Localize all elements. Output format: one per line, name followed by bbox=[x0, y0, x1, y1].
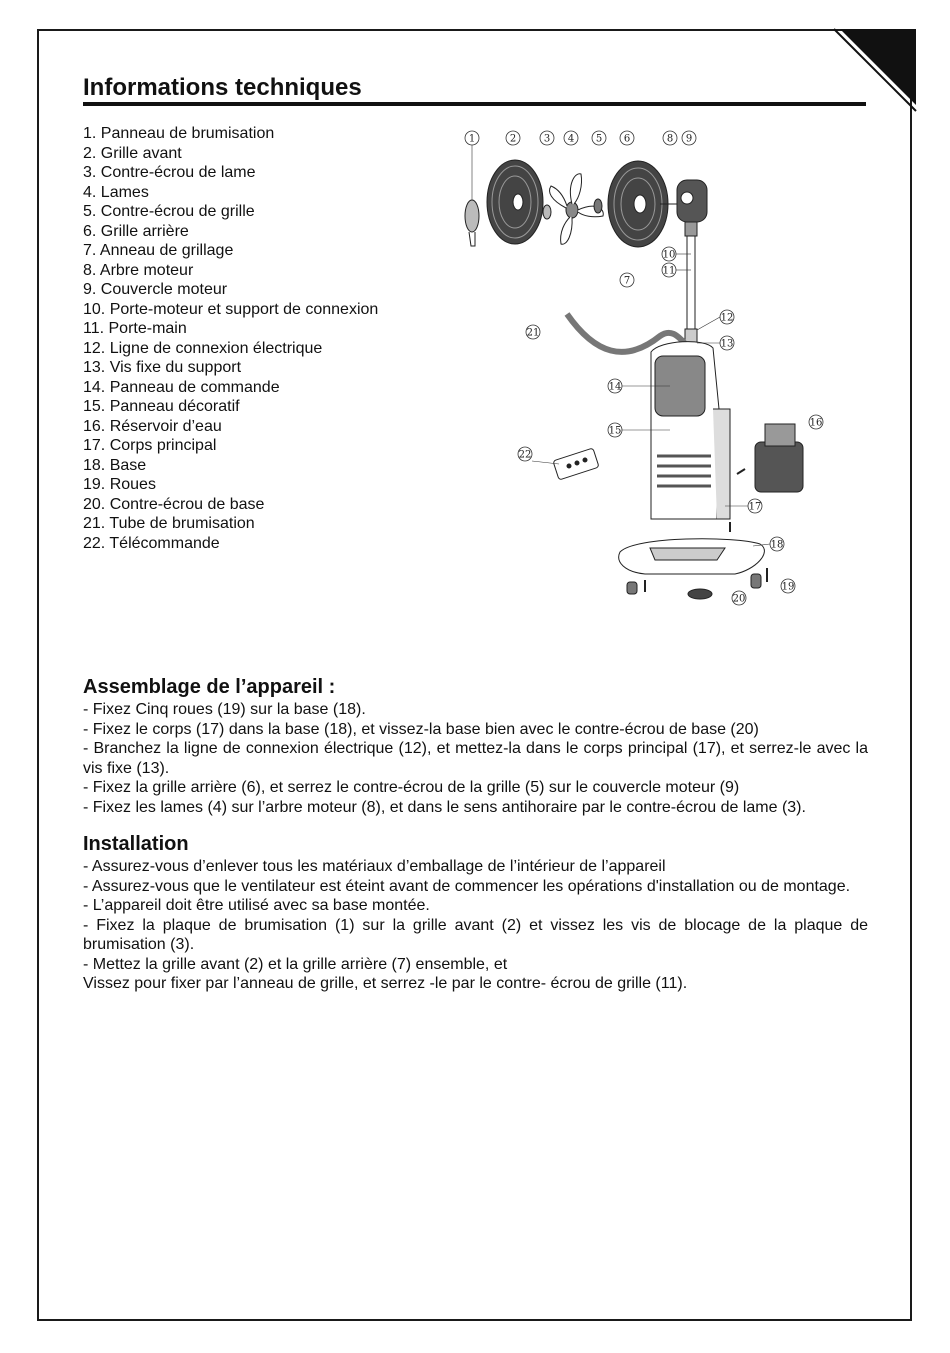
callout-label: 21 bbox=[526, 327, 540, 339]
part-item: 8. Arbre moteur bbox=[83, 261, 194, 279]
pole-drawing bbox=[685, 236, 697, 344]
assembly-heading: Assemblage de l’appareil : bbox=[83, 676, 336, 698]
callout-label: 1 bbox=[468, 133, 476, 145]
assembly-step: - Fixez le corps (17) dans la base (18), et vissez-la base bien avec le contre-écrou de base (20) bbox=[83, 720, 759, 738]
parts-list bbox=[83, 124, 378, 553]
callout-label: 12 bbox=[720, 312, 734, 324]
part-item: 18. Base bbox=[83, 456, 147, 474]
blade-nut-drawing bbox=[543, 205, 551, 219]
installation-step: - Assurez-vous d’enlever tous les matériaux d’emballage de l’intérieur de l’appareil bbox=[83, 858, 666, 875]
part-item: 14. Panneau de commande bbox=[83, 378, 280, 396]
installation-step: - L’appareil doit être utilisé avec sa base montée. bbox=[83, 897, 430, 914]
callout-label: 10 bbox=[662, 249, 676, 261]
part-item: 19. Roues bbox=[83, 476, 156, 493]
callout-label: 6 bbox=[623, 133, 631, 145]
callout-label: 5 bbox=[595, 133, 603, 145]
installation-section bbox=[83, 832, 868, 994]
assembly-step: - Fixez Cinq roues (19) sur la base (18). bbox=[83, 701, 366, 718]
part-item: 22. Télécommande bbox=[83, 534, 220, 552]
part-item: 2. Grille avant bbox=[83, 144, 182, 162]
callout-label: 14 bbox=[608, 381, 622, 393]
part-item: 15. Panneau décoratif bbox=[83, 398, 240, 415]
callout-label: 15 bbox=[608, 425, 622, 437]
mist-plate-drawing bbox=[465, 200, 479, 246]
callout-label: 3 bbox=[543, 133, 551, 145]
assembly-section bbox=[83, 675, 868, 817]
callout-label: 19 bbox=[781, 581, 795, 593]
callout-label: 2 bbox=[509, 133, 517, 145]
part-item: 7. Anneau de grillage bbox=[83, 242, 234, 259]
installation-step: Vissez pour fixer par l’anneau de grille, et serrez -le par le contre- écrou de grille (11). bbox=[83, 975, 688, 992]
installation-step: - Fixez la plaque de brumisation (1) sur la grille avant (2) et vissez les vis de blocage de la plaque de brumisation (3). bbox=[83, 916, 868, 953]
part-item: 21. Tube de brumisation bbox=[83, 515, 255, 532]
part-item: 13. Vis fixe du support bbox=[83, 359, 242, 376]
title-underline bbox=[83, 102, 866, 106]
callout-label: 13 bbox=[720, 338, 734, 350]
part-item: 6. Grille arrière bbox=[83, 222, 189, 240]
part-item: 11. Porte-main bbox=[83, 320, 187, 337]
callout-label: 16 bbox=[809, 417, 823, 429]
part-item: 20. Contre-écrou de base bbox=[83, 495, 265, 513]
part-item: 5. Contre-écrou de grille bbox=[83, 203, 255, 220]
callout-label: 20 bbox=[732, 593, 746, 605]
installation-heading: Installation bbox=[83, 833, 189, 855]
callout-label: 9 bbox=[685, 133, 693, 145]
installation-step: - Mettez la grille avant (2) et la grille arrière (7) ensemble, et bbox=[83, 955, 508, 973]
part-item: 3. Contre-écrou de lame bbox=[83, 164, 256, 181]
part-item: 4. Lames bbox=[83, 183, 149, 201]
assembly-step: - Branchez la ligne de connexion électrique (12), et mettez-la dans le corps principal (17), et serrez-le avec la vis fixe (13). bbox=[83, 740, 868, 777]
callout-label: 11 bbox=[662, 265, 676, 277]
part-item: 10. Porte-moteur et support de connexion bbox=[83, 300, 379, 318]
water-tank-drawing bbox=[737, 424, 803, 492]
part-item: 1. Panneau de brumisation bbox=[83, 125, 275, 142]
installation-step: - Assurez-vous que le ventilateur est éteint avant de commencer les opérations d'installation ou de montage. bbox=[83, 877, 851, 895]
base-drawing bbox=[619, 522, 765, 574]
part-item: 12. Ligne de connexion électrique bbox=[83, 339, 323, 357]
part-item: 16. Réservoir d’eau bbox=[83, 417, 222, 435]
part-item: 17. Corps principal bbox=[83, 437, 217, 454]
front-grille-drawing bbox=[487, 160, 543, 244]
rear-grille-drawing bbox=[608, 161, 668, 247]
callout-label: 22 bbox=[518, 449, 532, 461]
exploded-view-diagram bbox=[455, 124, 830, 609]
callout-label: 8 bbox=[666, 133, 674, 145]
assembly-step: - Fixez la grille arrière (6), et serrez le contre-écrou de la grille (5) sur le couvercle moteur (9) bbox=[83, 779, 740, 796]
assembly-step: - Fixez les lames (4) sur l’arbre moteur (8), et dans le sens antihoraire par le contre-écrou de lame (3). bbox=[83, 798, 806, 816]
remote-control-drawing bbox=[553, 448, 599, 480]
part-item: 9. Couvercle moteur bbox=[83, 281, 228, 298]
page-title: Informations techniques bbox=[83, 74, 362, 101]
callout-label: 18 bbox=[770, 539, 784, 551]
callout-label: 17 bbox=[748, 501, 762, 513]
callout-label: 4 bbox=[567, 133, 575, 145]
callout-label: 7 bbox=[623, 275, 631, 287]
grille-nut-drawing bbox=[594, 199, 602, 213]
base-nut-drawing bbox=[688, 589, 712, 599]
